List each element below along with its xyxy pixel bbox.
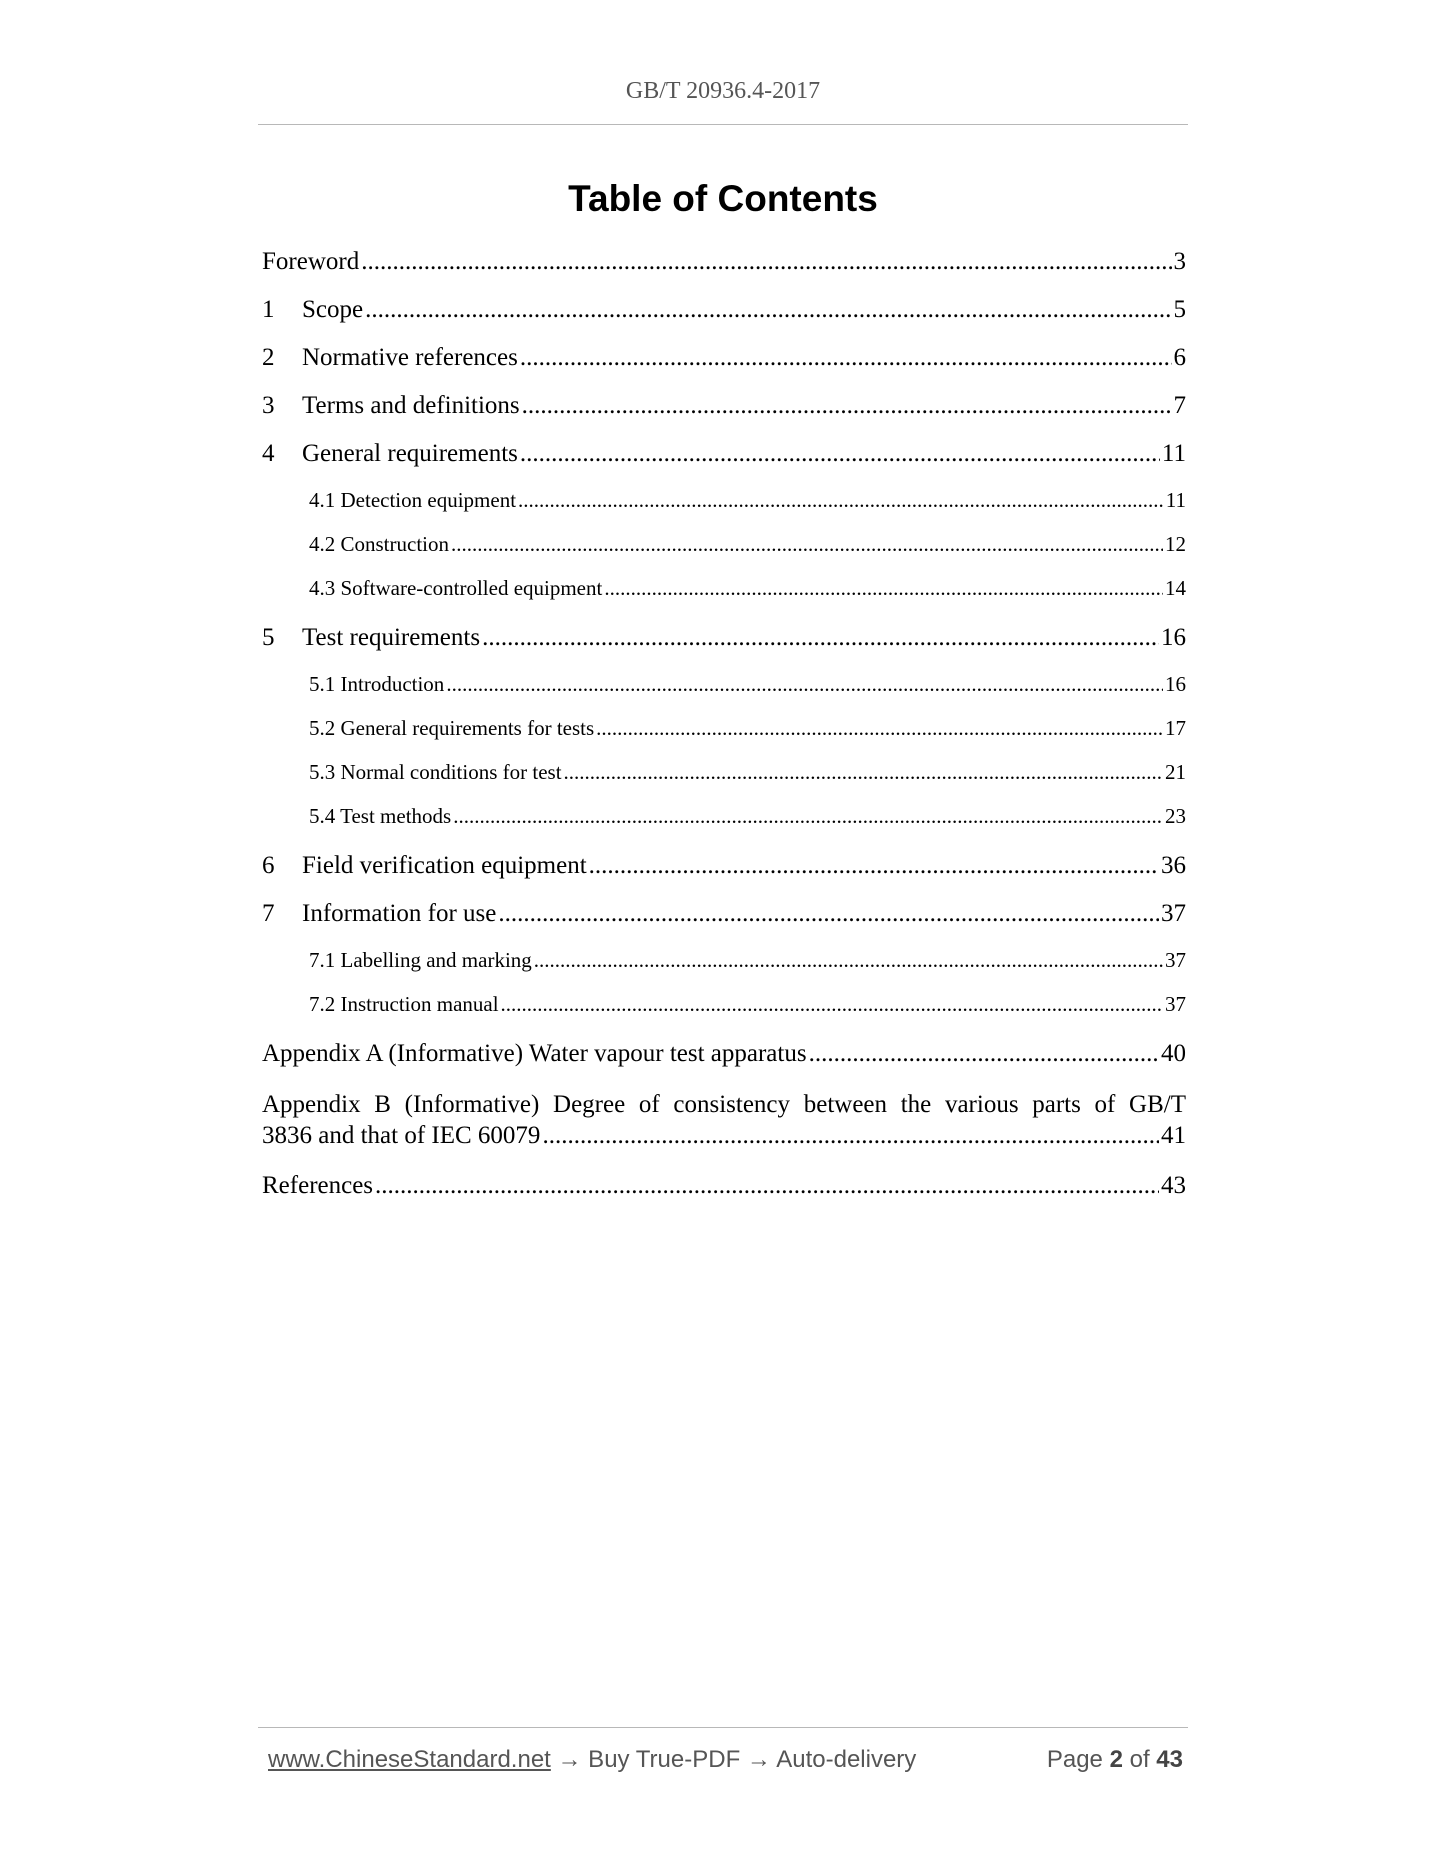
toc-entry-page: 43	[1161, 1172, 1186, 1199]
toc-entry-page: 36	[1161, 852, 1186, 879]
toc-leader-dots	[604, 576, 1163, 601]
header-divider	[258, 124, 1188, 125]
toc-leader-dots	[596, 716, 1163, 741]
toc-entry-label: 5.4 Test methods	[309, 804, 452, 828]
toc-entry-page: 37	[1161, 900, 1186, 927]
toc-entry-label: 5.1 Introduction	[309, 672, 445, 696]
toc-entry-page: 21	[1165, 760, 1186, 784]
toc-leader-dots	[451, 532, 1163, 557]
toc-entry-label: General requirements	[302, 440, 518, 467]
toc-leader-dots	[809, 1040, 1159, 1068]
toc-entry-general-requirements[interactable]	[262, 440, 1186, 488]
toc-subentry-labelling-and-marking[interactable]	[262, 948, 1186, 992]
toc-entry-page: 37	[1165, 992, 1186, 1016]
toc-leader-dots	[501, 992, 1163, 1017]
toc-entry-label: 4.1 Detection equipment	[309, 488, 517, 512]
toc-entry-test-requirements[interactable]	[262, 624, 1186, 672]
toc-leader-dots	[520, 344, 1172, 372]
toc-entry-label: Field verification equipment	[302, 852, 587, 879]
toc-entry-terms-and-definitions[interactable]	[262, 392, 1186, 440]
toc-subentry-instruction-manual[interactable]	[262, 992, 1186, 1036]
page-indicator	[1047, 1746, 1183, 1774]
toc-entry-number: 5	[262, 624, 275, 651]
toc-entry-label-line1: Appendix B (Informative) Degree of consistency between the various parts of GB/T	[262, 1091, 1186, 1118]
toc-entry-label: Information for use	[302, 900, 497, 927]
toc-entry-label: References	[262, 1172, 374, 1199]
toc-entry-page: 11	[1161, 440, 1186, 467]
toc-subentry-test-methods[interactable]	[262, 804, 1186, 848]
toc-entry-label: Scope	[302, 296, 364, 323]
toc-subentry-construction[interactable]	[262, 532, 1186, 576]
toc-leader-dots	[542, 1122, 1159, 1150]
toc-entry-page: 6	[1173, 344, 1186, 371]
running-header: GB/T 20936.4-2017	[625, 78, 821, 104]
toc-entry-page: 16	[1161, 624, 1186, 651]
page-current: 2	[1109, 1746, 1123, 1773]
toc-entry-number: 3	[262, 392, 275, 419]
toc-entry-label-line2: 3836 and that of IEC 60079	[262, 1122, 541, 1149]
toc-entry-page: 7	[1173, 392, 1186, 419]
toc-entry-label: Normative references	[302, 344, 518, 371]
toc-leader-dots	[589, 852, 1159, 880]
toc-leader-dots	[520, 440, 1160, 468]
toc-entry-page: 11	[1165, 488, 1186, 512]
toc-entry-appendix-a[interactable]	[262, 1040, 1186, 1088]
toc-entry-number: 1	[262, 296, 275, 323]
toc-subentry-general-requirements-for-tests[interactable]	[262, 716, 1186, 760]
toc-entry-number: 7	[262, 900, 275, 927]
toc-leader-dots	[534, 948, 1163, 973]
toc-subentry-software-controlled-equipment[interactable]	[262, 576, 1186, 620]
footer-divider	[258, 1727, 1188, 1728]
table-of-contents	[262, 248, 1186, 1220]
toc-entry-page: 41	[1161, 1122, 1186, 1149]
toc-entry-label: 7.2 Instruction manual	[309, 992, 499, 1016]
page-title: Table of Contents	[568, 178, 878, 219]
toc-entry-number: 2	[262, 344, 275, 371]
toc-subentry-introduction[interactable]	[262, 672, 1186, 716]
toc-entry-page: 16	[1165, 672, 1186, 696]
toc-entry-number: 6	[262, 852, 275, 879]
toc-entry-label: 7.1 Labelling and marking	[309, 948, 532, 972]
page-footer	[268, 1746, 1183, 1774]
toc-entry-label: 4.3 Software-controlled equipment	[309, 576, 603, 600]
toc-leader-dots	[361, 248, 1171, 276]
toc-entry-page: 40	[1161, 1040, 1186, 1067]
toc-leader-dots	[453, 804, 1163, 829]
toc-entry-label: 4.2 Construction	[309, 532, 449, 556]
site-link[interactable]: www.ChineseStandard.net	[268, 1746, 551, 1773]
toc-entry-appendix-b[interactable]	[262, 1088, 1186, 1172]
page-word: Page	[1046, 1746, 1103, 1773]
toc-entry-label: 5.3 Normal conditions for test	[309, 760, 562, 784]
toc-entry-information-for-use[interactable]	[262, 900, 1186, 948]
toc-entry-label: 5.2 General requirements for tests	[309, 716, 595, 740]
page-of: of	[1129, 1746, 1150, 1773]
toc-entry-scope[interactable]	[262, 296, 1186, 344]
toc-leader-dots	[482, 624, 1159, 652]
toc-entry-page: 14	[1165, 576, 1186, 600]
footer-tagline: → Buy True-PDF → Auto-delivery	[557, 1746, 917, 1773]
toc-entry-page: 17	[1165, 716, 1186, 740]
toc-leader-dots	[498, 900, 1159, 928]
toc-entry-label: Foreword	[262, 248, 360, 275]
toc-leader-dots	[564, 760, 1163, 785]
toc-subentry-normal-conditions-for-test[interactable]	[262, 760, 1186, 804]
toc-entry-field-verification-equipment[interactable]	[262, 852, 1186, 900]
toc-entry-page: 12	[1165, 532, 1186, 556]
toc-entry-page: 5	[1173, 296, 1186, 323]
toc-entry-label: Terms and definitions	[302, 392, 520, 419]
toc-entry-label: Appendix A (Informative) Water vapour test apparatus	[262, 1040, 807, 1067]
toc-leader-dots	[446, 672, 1163, 697]
toc-leader-dots	[375, 1172, 1159, 1200]
toc-entry-page: 37	[1165, 948, 1186, 972]
toc-leader-dots	[365, 296, 1171, 324]
toc-entry-page: 3	[1173, 248, 1186, 275]
toc-entry-label: Test requirements	[302, 624, 481, 651]
toc-entry-foreword[interactable]	[262, 248, 1186, 296]
footer-left	[268, 1746, 916, 1774]
toc-subentry-detection-equipment[interactable]	[262, 488, 1186, 532]
toc-entry-references[interactable]	[262, 1172, 1186, 1220]
toc-entry-page: 23	[1165, 804, 1186, 828]
toc-leader-dots	[518, 488, 1164, 513]
toc-entry-number: 4	[262, 440, 275, 467]
page-total: 43	[1156, 1746, 1183, 1773]
toc-leader-dots	[522, 392, 1172, 420]
toc-entry-normative-references[interactable]	[262, 344, 1186, 392]
